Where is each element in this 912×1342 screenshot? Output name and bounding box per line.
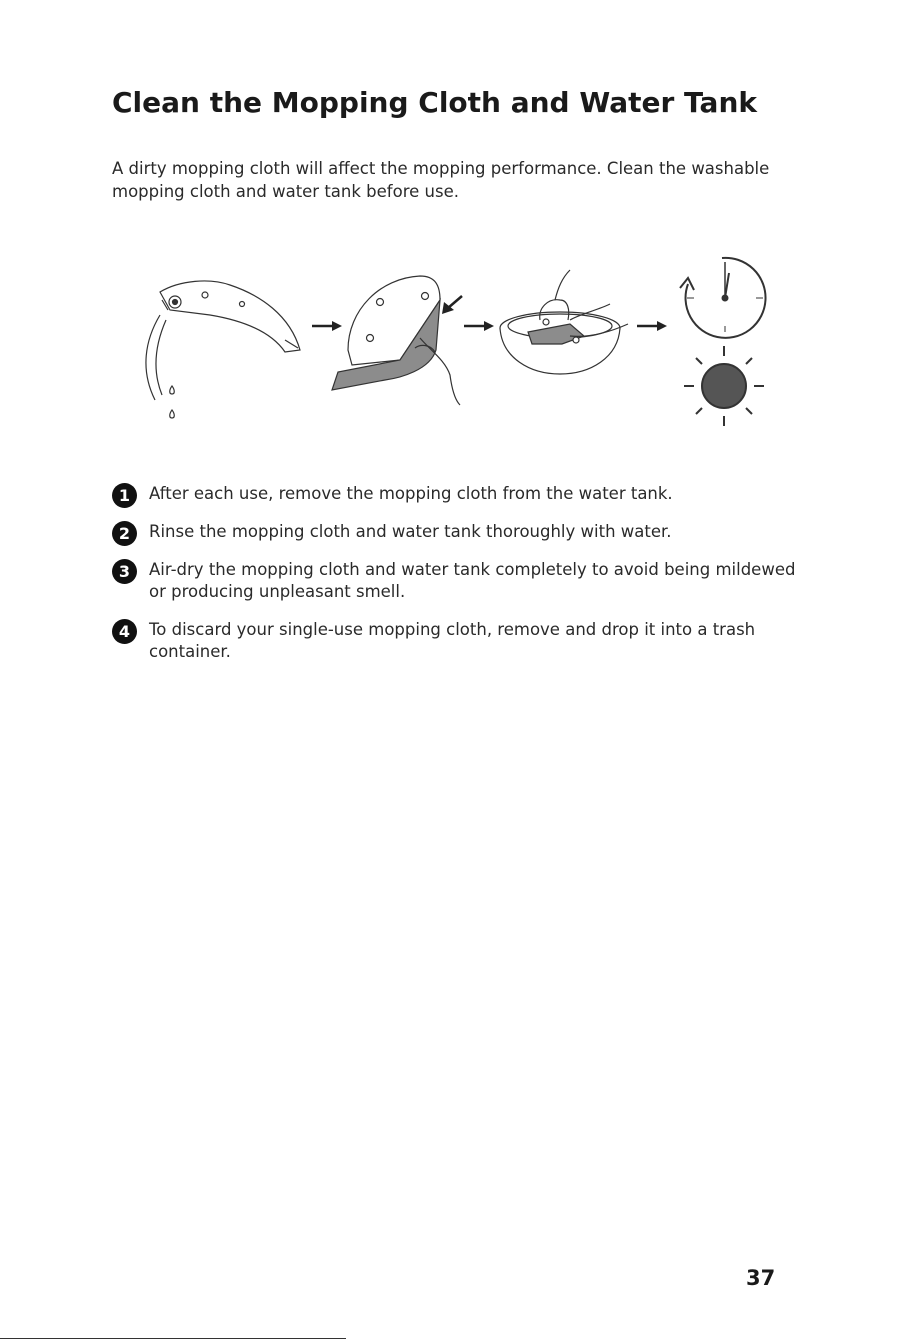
cleaning-illustration — [100, 240, 800, 440]
steps-list — [112, 483, 802, 679]
page-number: 37 — [746, 1266, 776, 1290]
step-number-badge: 1 — [112, 483, 137, 508]
panel-remove-cloth — [146, 281, 300, 418]
panel-peel-cloth — [332, 276, 462, 405]
step-item — [112, 521, 802, 543]
sun-icon — [684, 346, 764, 426]
arrow-right-icon — [637, 321, 667, 331]
intro-paragraph: A dirty mopping cloth will affect the mopping performance. Clean the washable mopping cloth and water tank before use. — [112, 159, 770, 201]
footer-rule — [0, 1338, 346, 1339]
step-item — [112, 483, 802, 505]
step-text: Rinse the mopping cloth and water tank thoroughly with water. — [149, 522, 672, 541]
step-text: To discard your single-use mopping cloth, remove and drop it into a trash container. — [149, 620, 756, 661]
clock-icon — [680, 258, 766, 338]
step-text: Air-dry the mopping cloth and water tank completely to avoid being mildewed or producing unpleasant smell. — [149, 560, 796, 601]
panel-rinse-bowl — [500, 270, 628, 374]
step-text: After each use, remove the mopping cloth from the water tank. — [149, 484, 673, 503]
step-number-badge: 2 — [112, 521, 137, 546]
step-number-badge: 4 — [112, 619, 137, 644]
arrow-right-icon — [464, 321, 494, 331]
step-number-badge: 3 — [112, 559, 137, 584]
step-item — [112, 559, 802, 603]
step-item — [112, 619, 802, 663]
arrow-right-icon — [312, 321, 342, 331]
page-title: Clean the Mopping Cloth and Water Tank — [112, 86, 757, 119]
